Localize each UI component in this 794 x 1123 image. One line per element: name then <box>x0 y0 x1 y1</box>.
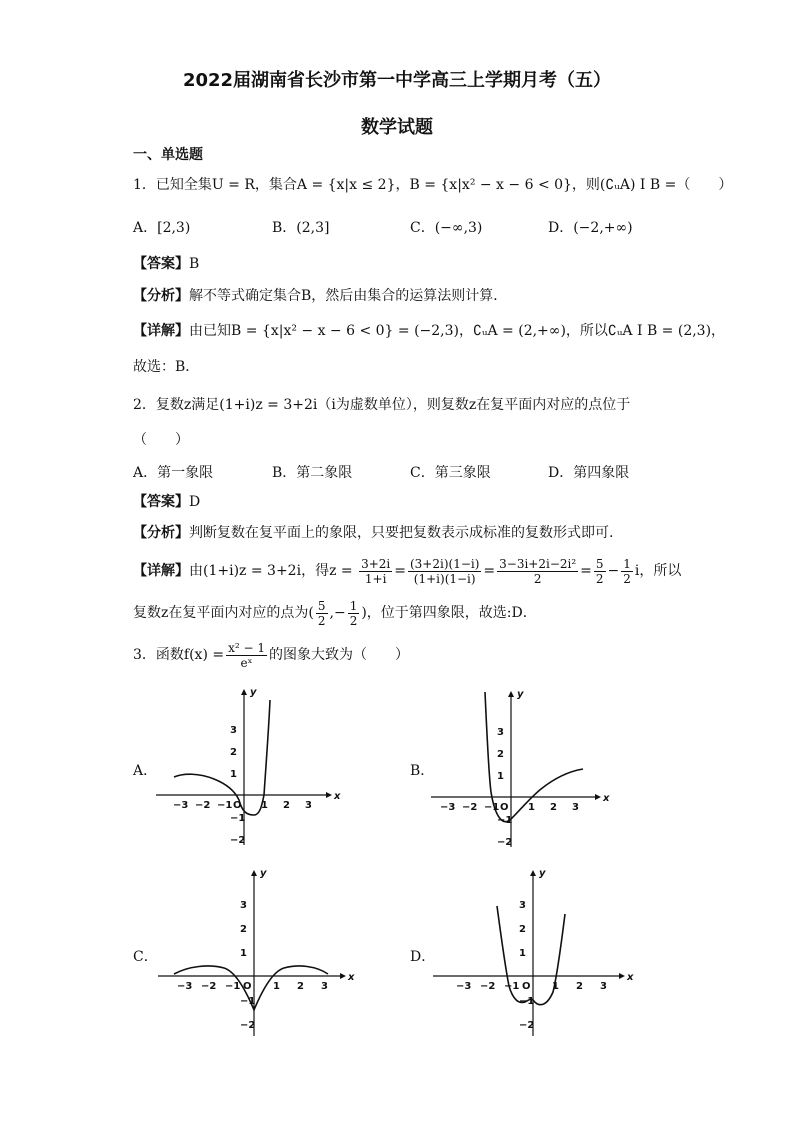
x-tick-label: −2 <box>201 981 217 992</box>
analysis-label: 【分析】 <box>133 288 189 304</box>
fraction: $\frac{\text{3−3i+2i−2i²}}{2}$ <box>499 556 577 586</box>
answer-label: 【答案】 <box>133 256 189 272</box>
x-tick-label: −3 <box>440 802 456 813</box>
x-tick-label: 3 <box>321 981 328 992</box>
x-axis-label: x <box>627 972 634 983</box>
y-tick-label: 2 <box>230 747 237 758</box>
y-tick-label: 3 <box>230 725 237 736</box>
y-tick-label: 2 <box>519 924 526 935</box>
x-tick-label: −1 <box>484 802 500 813</box>
q1-answer <box>133 254 763 274</box>
y-tick-label: 3 <box>497 727 504 738</box>
q2-option-a: A．第一象限 <box>133 465 214 481</box>
origin-label: O <box>233 800 242 811</box>
section-heading: 一、单选题 <box>133 147 203 163</box>
x-tick-label: 2 <box>576 981 583 992</box>
q1-option-c: C．(−∞,3) <box>410 220 483 236</box>
detail-text: 由(1+i)z = 3+2i，得z = <box>189 563 353 579</box>
detail-label: 【详解】 <box>133 563 189 579</box>
y-tick-label: 3 <box>519 900 526 911</box>
analysis-text: 解不等式确定集合B，然后由集合的运算法则计算． <box>189 288 508 304</box>
y-axis-label: y <box>539 868 546 879</box>
x-tick-label: −1 <box>225 981 241 992</box>
x-tick-label: 3 <box>305 800 312 811</box>
fraction: $\frac{(3+2i)(1-i)}{(1+i)(1-i)}$ <box>409 556 480 586</box>
y-tick-label: −1 <box>240 996 256 1007</box>
fraction: $\frac{5}{2}$ <box>317 598 326 628</box>
graph-c <box>150 868 355 1050</box>
q2-detail-cont: 复数z在复平面内对应的点为( $\frac{5}{2}$ ,− $\frac{1}{2}$ )，位于第四象限，故选:D． <box>133 598 537 628</box>
page-title: 2022届湖南省长沙市第一中学高三上学期月考（五） <box>182 70 612 91</box>
x-tick-label: 3 <box>572 802 579 813</box>
x-tick-label: 3 <box>600 981 607 992</box>
x-tick-label: 1 <box>273 981 280 992</box>
graph-label-b: B． <box>410 763 435 779</box>
q2-stem-cont: （ ） <box>133 432 189 448</box>
y-tick-label: −1 <box>497 815 513 826</box>
page-subtitle: 数学试题 <box>361 117 433 138</box>
x-axis-label: x <box>348 972 355 983</box>
q1-detail <box>133 321 763 341</box>
x-tick-label: −2 <box>480 981 496 992</box>
q2-answer <box>133 492 763 512</box>
fraction: $\frac{1}{2}$ <box>623 556 631 586</box>
y-tick-label: 2 <box>240 924 247 935</box>
detail-label: 【详解】 <box>133 323 189 339</box>
x-tick-label: 1 <box>552 981 559 992</box>
y-tick-label: −2 <box>497 837 513 848</box>
x-tick-label: −3 <box>177 981 193 992</box>
y-tick-label: 1 <box>230 769 237 780</box>
x-axis-label: x <box>603 793 610 804</box>
analysis-label: 【分析】 <box>133 525 189 541</box>
q2-analysis <box>133 523 763 543</box>
q2-detail: 【详解】由(1+i)z = 3+2i，得z = $\frac{3+2i}{1+i}$ = $\frac{(3+2i)(1-i)}{(1+i)(1-i)}$ = $\frac{\text{3−3i+2i−2i²}}{2}$ = $\frac{5}{2}$ − $\frac{1}{2}$ i，所以 <box>133 556 682 586</box>
x-tick-label: −2 <box>195 800 211 811</box>
origin-label: O <box>500 802 509 813</box>
answer-label: 【答案】 <box>133 494 189 510</box>
fraction: $\frac{3+2i}{1+i}$ <box>361 556 391 586</box>
graph-b <box>425 685 610 855</box>
detail-text: 由已知B = {x|x² − x − 6 < 0} = (−2,3)，∁ᵤA = (2,+∞)，所以∁ᵤA I B = (2,3)， <box>189 323 726 339</box>
y-tick-label: 1 <box>240 948 247 959</box>
y-tick-label: 2 <box>497 749 504 760</box>
q2-stem: 2．复数z满足(1+i)z = 3+2i（i为虚数单位），则复数z在复平面内对应的点位于 <box>133 397 631 413</box>
y-tick-label: 3 <box>240 900 247 911</box>
y-tick-label: −2 <box>519 1020 535 1031</box>
x-axis-label: x <box>334 791 341 802</box>
x-tick-label: 2 <box>283 800 290 811</box>
answer-value: D <box>189 494 201 510</box>
y-axis-label: y <box>260 868 267 879</box>
x-tick-label: 2 <box>550 802 557 813</box>
graph-a <box>150 685 341 855</box>
fraction: $\frac{\text{x² − 1}}{\text{eˣ}}$ <box>228 640 265 670</box>
q1-stem: 1．已知全集U = R，集合A = {x|x ≤ 2}，B = {x|x² − x − 6 < 0}，则(∁ᵤA) I B =（ ） <box>133 177 733 193</box>
y-axis-label: y <box>517 689 524 700</box>
q1-option-b: B．(2,3] <box>272 220 330 236</box>
q2-option-b: B．第二象限 <box>272 465 353 481</box>
q1-analysis <box>133 286 763 306</box>
x-tick-label: 1 <box>528 802 535 813</box>
q3-stem: 3．函数f(x) = $\frac{\text{x² − 1}}{\text{eˣ}}$ 的图象大致为（ ） <box>133 640 409 670</box>
graph-label-d: D． <box>410 949 436 965</box>
x-tick-label: −3 <box>173 800 189 811</box>
q1-option-d: D．(−2,+∞) <box>548 220 633 236</box>
origin-label: O <box>243 981 252 992</box>
x-tick-label: −1 <box>217 800 233 811</box>
y-tick-label: −2 <box>240 1020 256 1031</box>
y-tick-label: −2 <box>230 835 246 846</box>
graph-d <box>425 868 634 1050</box>
fraction: $\frac{1}{2}$ <box>349 598 358 628</box>
q2-option-d: D．第四象限 <box>548 465 630 481</box>
x-tick-label: −1 <box>504 981 520 992</box>
answer-value: B <box>189 256 200 272</box>
y-tick-label: 1 <box>497 771 504 782</box>
analysis-text: 判断复数在复平面上的象限，只要把复数表示成标准的复数形式即可. <box>189 525 614 541</box>
q1-detail-cont: 故选：B． <box>133 359 200 375</box>
x-tick-label: 2 <box>297 981 304 992</box>
y-tick-label: 1 <box>519 948 526 959</box>
fraction: $\frac{5}{2}$ <box>595 556 604 586</box>
q2-option-c: C．第三象限 <box>410 465 491 481</box>
y-axis-label: y <box>250 687 257 698</box>
x-tick-label: −2 <box>462 802 478 813</box>
q1-option-a: A．[2,3) <box>133 220 191 236</box>
x-tick-label: 1 <box>261 800 268 811</box>
graph-label-a: A． <box>133 763 158 779</box>
x-tick-label: −3 <box>456 981 472 992</box>
graph-label-c: C． <box>133 949 158 965</box>
y-tick-label: −1 <box>230 813 246 824</box>
origin-label: O <box>522 981 531 992</box>
y-tick-label: −1 <box>519 996 535 1007</box>
